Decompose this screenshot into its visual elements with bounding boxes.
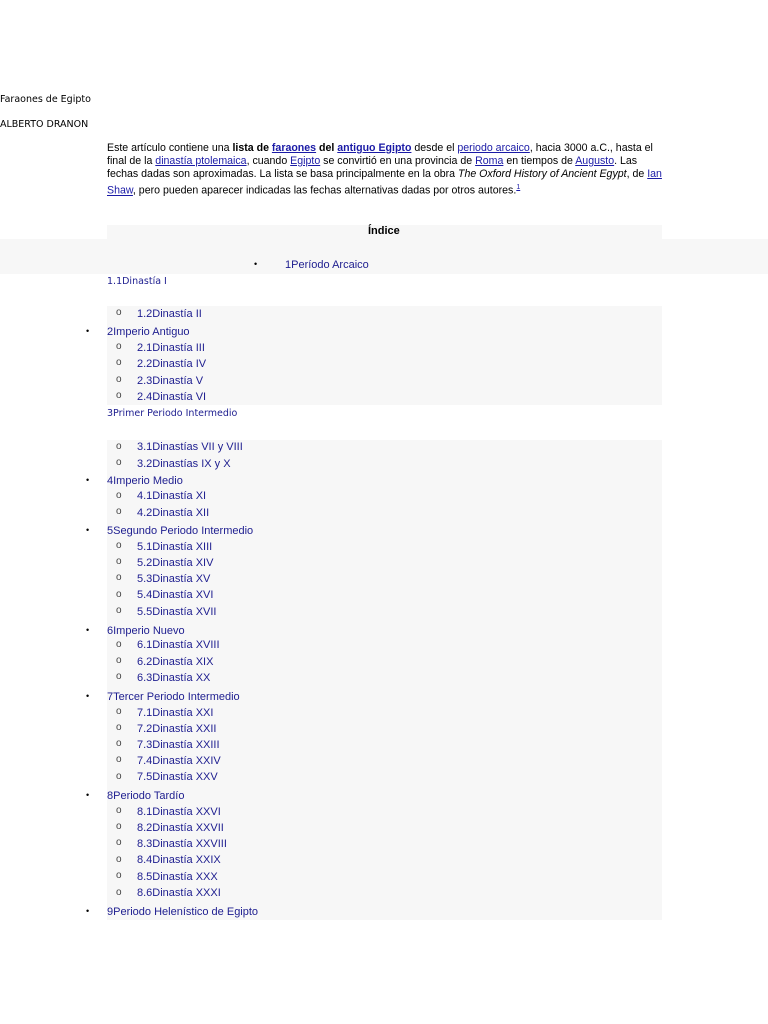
toc-item-primer-periodo-intermedio[interactable]: 3Primer Periodo Intermedio bbox=[107, 408, 238, 419]
doc-author: ALBERTO DRANON bbox=[0, 119, 89, 130]
circle-bullet-icon: o bbox=[116, 589, 122, 600]
circle-bullet-icon: o bbox=[116, 805, 122, 816]
toc-item-periodo-arcaico[interactable]: 1Período Arcaico bbox=[285, 259, 369, 271]
circle-bullet-icon: o bbox=[116, 556, 122, 567]
toc-title: Índice bbox=[368, 225, 400, 237]
circle-bullet-icon: o bbox=[116, 706, 122, 717]
circle-bullet-icon: o bbox=[116, 671, 122, 682]
bullet-icon: • bbox=[254, 259, 258, 269]
toc-item-dinastia-xxix[interactable]: 8.4Dinastía XXIX bbox=[137, 854, 221, 866]
circle-bullet-icon: o bbox=[116, 457, 122, 468]
toc-band-wide bbox=[0, 239, 768, 274]
link-ian-shaw[interactable]: Ian Shaw bbox=[107, 168, 662, 197]
toc-item-dinastia-xxii[interactable]: 7.2Dinastía XXII bbox=[137, 723, 217, 735]
circle-bullet-icon: o bbox=[116, 307, 122, 318]
doc-title: Faraones de Egipto bbox=[0, 94, 91, 105]
link-periodo-arcaico[interactable]: periodo arcaico bbox=[457, 142, 530, 154]
toc-item-dinastia-xxviii[interactable]: 8.3Dinastía XXVIII bbox=[137, 838, 227, 850]
link-antiguo-egipto[interactable]: antiguo Egipto bbox=[337, 142, 412, 154]
toc-item-dinastia-xx[interactable]: 6.3Dinastía XX bbox=[137, 672, 211, 684]
link-roma[interactable]: Roma bbox=[475, 155, 504, 167]
circle-bullet-icon: o bbox=[116, 490, 122, 501]
toc-item-dinastia-ii[interactable]: 1.2Dinastía II bbox=[137, 308, 202, 320]
toc-item-imperio-nuevo[interactable]: 6Imperio Nuevo bbox=[107, 625, 185, 637]
toc-item-dinastia-xxiii[interactable]: 7.3Dinastía XXIII bbox=[137, 739, 220, 751]
toc-item-dinastias-vii-viii[interactable]: 3.1Dinastías VII y VIII bbox=[137, 441, 243, 453]
circle-bullet-icon: o bbox=[116, 390, 122, 401]
toc-item-dinastia-xxv[interactable]: 7.5Dinastía XXV bbox=[137, 771, 218, 783]
link-egipto[interactable]: Egipto bbox=[290, 155, 321, 167]
toc-item-dinastia-xix[interactable]: 6.2Dinastía XIX bbox=[137, 656, 214, 668]
toc-item-dinastia-xi[interactable]: 4.1Dinastía XI bbox=[137, 490, 207, 502]
circle-bullet-icon: o bbox=[116, 754, 122, 765]
footnote-ref[interactable]: 1 bbox=[516, 184, 521, 191]
bullet-icon: • bbox=[86, 906, 90, 916]
circle-bullet-icon: o bbox=[116, 374, 122, 385]
intro-paragraph: Este artículo contiene una lista de faraones del antiguo Egipto desde el periodo arcaico, hacia 3000 a.C., hasta el final de la dinastía ptolemaica, cuando Egipto se convirtió en una provincia de Roma en tiempos de Augusto. Las fechas dadas son aproximadas. La lista se basa principalmente en la obra The Oxford History of Ancient Egypt, de Ian Shaw, pero pueden aparecer indicadas las fechas alternativas dadas por otros autores.$^1$ bbox=[107, 142, 662, 197]
circle-bullet-icon: o bbox=[116, 870, 122, 881]
toc-item-dinastia-xxiv[interactable]: 7.4Dinastía XXIV bbox=[137, 755, 221, 767]
toc-item-dinastia-xxvi[interactable]: 8.1Dinastía XXVI bbox=[137, 806, 221, 818]
circle-bullet-icon: o bbox=[116, 639, 122, 650]
circle-bullet-icon: o bbox=[116, 854, 122, 865]
toc-item-imperio-antiguo[interactable]: 2Imperio Antiguo bbox=[107, 326, 190, 338]
toc-item-dinastia-xv[interactable]: 5.3Dinastía XV bbox=[137, 573, 211, 585]
circle-bullet-icon: o bbox=[116, 837, 122, 848]
toc-item-dinastia-v[interactable]: 2.3Dinastía V bbox=[137, 375, 204, 387]
toc-item-dinastia-xxxi[interactable]: 8.6Dinastía XXXI bbox=[137, 887, 221, 899]
link-augusto[interactable]: Augusto bbox=[575, 155, 615, 167]
toc-item-dinastia-iv[interactable]: 2.2Dinastía IV bbox=[137, 358, 207, 370]
circle-bullet-icon: o bbox=[116, 605, 122, 616]
circle-bullet-icon: o bbox=[116, 572, 122, 583]
toc-item-dinastia-xvii[interactable]: 5.5Dinastía XVII bbox=[137, 606, 217, 618]
circle-bullet-icon: o bbox=[116, 771, 122, 782]
bullet-icon: • bbox=[86, 790, 90, 800]
circle-bullet-icon: o bbox=[116, 887, 122, 898]
bullet-icon: • bbox=[86, 625, 90, 635]
circle-bullet-icon: o bbox=[116, 821, 122, 832]
circle-bullet-icon: o bbox=[116, 722, 122, 733]
toc-item-dinastia-xviii[interactable]: 6.1Dinastía XVIII bbox=[137, 639, 220, 651]
circle-bullet-icon: o bbox=[116, 655, 122, 666]
circle-bullet-icon: o bbox=[116, 540, 122, 551]
circle-bullet-icon: o bbox=[116, 357, 122, 368]
circle-bullet-icon: o bbox=[116, 341, 122, 352]
link-faraones[interactable]: faraones bbox=[271, 142, 317, 154]
toc-item-imperio-medio[interactable]: 4Imperio Medio bbox=[107, 475, 183, 487]
toc-item-dinastia-xxx[interactable]: 8.5Dinastía XXX bbox=[137, 871, 218, 883]
bullet-icon: • bbox=[86, 691, 90, 701]
toc-item-dinastia-xvi[interactable]: 5.4Dinastía XVI bbox=[137, 589, 214, 601]
circle-bullet-icon: o bbox=[116, 738, 122, 749]
toc-item-periodo-helenistico[interactable]: 9Periodo Helenístico de Egipto bbox=[107, 906, 259, 918]
toc-item-dinastia-vi[interactable]: 2.4Dinastía VI bbox=[137, 391, 207, 403]
circle-bullet-icon: o bbox=[116, 506, 122, 517]
link-dinastia-ptolemaica[interactable]: dinastía ptolemaica bbox=[155, 155, 247, 167]
toc-item-dinastia-xii[interactable]: 4.2Dinastía XII bbox=[137, 507, 210, 519]
bullet-icon: • bbox=[86, 326, 90, 336]
toc-item-dinastia-xiv[interactable]: 5.2Dinastía XIV bbox=[137, 557, 214, 569]
toc-item-dinastia-iii[interactable]: 2.1Dinastía III bbox=[137, 342, 205, 354]
toc-item-dinastia-i[interactable]: 1.1Dinastía I bbox=[107, 276, 167, 287]
circle-bullet-icon: o bbox=[116, 441, 122, 452]
toc-item-periodo-tardio[interactable]: 8Periodo Tardío bbox=[107, 790, 185, 802]
toc-item-dinastia-xiii[interactable]: 5.1Dinastía XIII bbox=[137, 541, 213, 553]
bullet-icon: • bbox=[86, 475, 90, 485]
bullet-icon: • bbox=[86, 525, 90, 535]
toc-item-tercer-periodo-intermedio[interactable]: 7Tercer Periodo Intermedio bbox=[107, 691, 240, 703]
toc-item-dinastia-xxvii[interactable]: 8.2Dinastía XXVII bbox=[137, 822, 224, 834]
toc-item-segundo-periodo-intermedio[interactable]: 5Segundo Periodo Intermedio bbox=[107, 525, 254, 537]
toc-item-dinastias-ix-x[interactable]: 3.2Dinastías IX y X bbox=[137, 458, 231, 470]
toc-item-dinastia-xxi[interactable]: 7.1Dinastía XXI bbox=[137, 707, 214, 719]
